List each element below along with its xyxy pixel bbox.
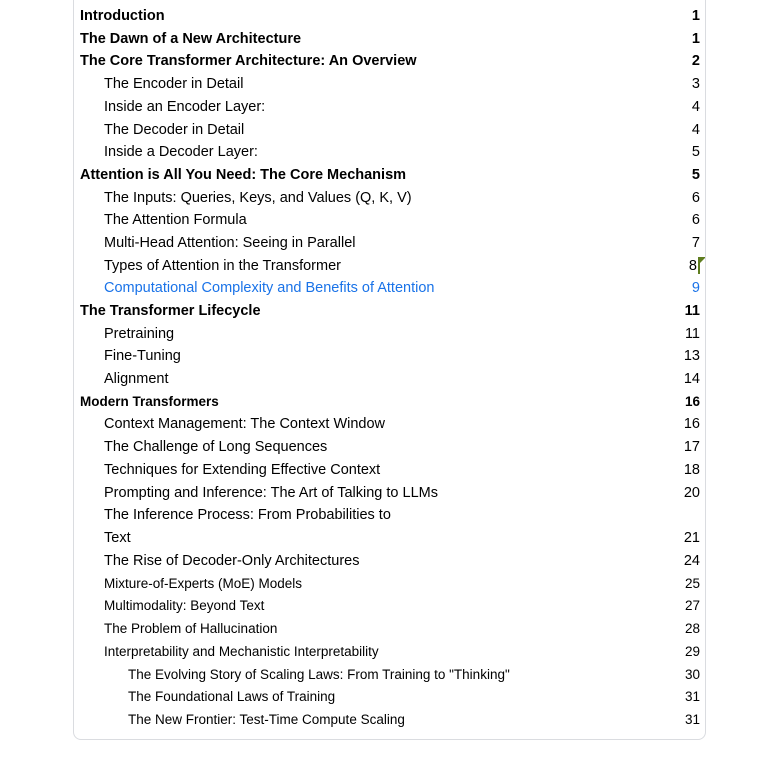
- toc-entry-page-number: 6: [691, 212, 700, 229]
- toc-entry-page-number: 11: [684, 303, 700, 320]
- toc-entry[interactable]: [74, 368, 705, 391]
- toc-entry-title[interactable]: Types of Attention in the Transformer: [104, 257, 341, 274]
- toc-entry-page-cell: [692, 281, 700, 296]
- toc-entry-title[interactable]: The Decoder in Detail: [104, 121, 245, 138]
- toc-entry-title[interactable]: Mixture-of-Experts (MoE) Models: [104, 575, 303, 591]
- toc-entry-page-number: 5: [691, 166, 700, 183]
- toc-entry-page-number: 18: [683, 461, 700, 478]
- toc-entry-page-number: 17: [683, 439, 700, 456]
- toc-entry[interactable]: [74, 164, 705, 187]
- toc-entry-page-cell: [689, 257, 700, 274]
- toc-entry-page-number: 1: [691, 30, 700, 47]
- toc-entry-page-number: 30: [684, 666, 700, 682]
- toc-entry[interactable]: [74, 232, 705, 255]
- toc-entry-page-number: 28: [684, 621, 700, 637]
- document-page: [73, 0, 706, 740]
- toc-entry-title[interactable]: Fine-Tuning: [104, 348, 181, 365]
- toc-entry-page-number: 27: [684, 598, 700, 614]
- toc-entry-title[interactable]: The Dawn of a New Architecture: [80, 30, 302, 47]
- toc-entry-page-cell: [684, 463, 700, 478]
- toc-entry-page-cell: [692, 145, 700, 160]
- toc-entry-page-number: 29: [684, 643, 700, 659]
- toc-entry-page-cell: [684, 531, 700, 546]
- toc-entry[interactable]: [74, 391, 705, 414]
- toc-entry-title[interactable]: Alignment: [104, 371, 169, 388]
- toc-entry-page-number: 3: [691, 76, 700, 93]
- toc-entry-page-cell: [685, 577, 700, 591]
- toc-entry-page-cell: [685, 304, 700, 319]
- toc-entry-title[interactable]: The New Frontier: Test-Time Compute Scaling: [128, 711, 405, 727]
- toc-entry[interactable]: [74, 118, 705, 141]
- toc-entry-page-number: 24: [683, 552, 700, 569]
- toc-entry-title[interactable]: The Problem of Hallucination: [104, 621, 278, 637]
- toc-entry-page-cell: [685, 599, 700, 613]
- toc-entry[interactable]: [74, 50, 705, 73]
- collaborator-cursor-icon: [698, 257, 700, 274]
- toc-entry[interactable]: [74, 550, 705, 573]
- toc-entry[interactable]: [74, 5, 705, 28]
- toc-entry[interactable]: [74, 481, 705, 504]
- toc-entry-title[interactable]: The Challenge of Long Sequences: [104, 439, 328, 456]
- toc-entry-page-cell: [684, 372, 700, 387]
- toc-entry[interactable]: [74, 572, 705, 595]
- toc-entry[interactable]: [74, 28, 705, 51]
- toc-entry-title[interactable]: The Rise of Decoder-Only Architectures: [104, 552, 360, 569]
- toc-entry[interactable]: [74, 527, 705, 550]
- toc-entry-page-cell: [685, 690, 700, 704]
- toc-entry[interactable]: [74, 640, 705, 663]
- toc-entry[interactable]: [74, 459, 705, 482]
- toc-entry-page-cell: [684, 349, 700, 364]
- toc-entry-page-number: 14: [683, 371, 700, 388]
- toc-entry-page-cell: [692, 77, 700, 92]
- toc-entry-page-number: 7: [691, 234, 700, 251]
- toc-entry-page-number: 25: [684, 575, 700, 591]
- toc-entry-title[interactable]: Techniques for Extending Effective Context: [104, 461, 381, 478]
- toc-entry-title[interactable]: Multi-Head Attention: Seeing in Parallel: [104, 234, 356, 251]
- toc-entry-page-cell: [692, 32, 700, 47]
- toc-entry[interactable]: [74, 255, 705, 278]
- toc-entry-page-cell: [685, 327, 700, 342]
- toc-entry[interactable]: [74, 618, 705, 641]
- toc-entry-page-number: 16: [683, 416, 700, 433]
- toc-entry-page-number: 8: [688, 257, 697, 274]
- toc-entry[interactable]: [74, 504, 705, 527]
- toc-entry-page-cell: [692, 100, 700, 115]
- toc-entry-title[interactable]: Multimodality: Beyond Text: [104, 598, 265, 614]
- toc-entry-title[interactable]: Interpretability and Mechanistic Interpretability: [104, 643, 379, 659]
- toc-entry-title[interactable]: Introduction: [80, 8, 165, 25]
- toc-entry[interactable]: [74, 323, 705, 346]
- toc-entry-page-cell: [685, 668, 700, 682]
- toc-entry-page-cell: [692, 54, 700, 69]
- toc-entry-title[interactable]: Attention is All You Need: The Core Mechanism: [80, 166, 407, 183]
- toc-entry-title[interactable]: The Core Transformer Architecture: An Overview: [80, 53, 417, 70]
- toc-entry-title[interactable]: The Attention Formula: [104, 212, 247, 229]
- toc-entry-title[interactable]: The Evolving Story of Scaling Laws: From Training to "Thinking": [128, 666, 510, 682]
- toc-entry-title[interactable]: The Inputs: Queries, Keys, and Values (Q, K, V): [104, 189, 412, 206]
- toc-entry-page-cell: [692, 9, 700, 24]
- toc-entry-page-number: 6: [691, 189, 700, 206]
- toc-entry[interactable]: [74, 300, 705, 323]
- toc-entry-page-number: 2: [691, 53, 700, 70]
- toc-entry-title[interactable]: The Foundational Laws of Training: [128, 689, 336, 705]
- toc-entry-title[interactable]: Inside a Decoder Layer:: [104, 144, 258, 161]
- toc-entry[interactable]: [74, 141, 705, 164]
- toc-entry[interactable]: [74, 663, 705, 686]
- toc-entry[interactable]: [74, 413, 705, 436]
- toc-entry-page-number: 9: [691, 280, 700, 297]
- toc-entry-page-number: 21: [683, 529, 700, 546]
- toc-entry-title[interactable]: Pretraining: [104, 325, 175, 342]
- toc-entry-page-number: 1: [691, 8, 700, 25]
- toc-entry[interactable]: [74, 595, 705, 618]
- toc-entry-page-number: 11: [684, 325, 700, 342]
- toc-entry-page-cell: [685, 713, 700, 727]
- toc-entry[interactable]: [74, 436, 705, 459]
- toc-entry[interactable]: [74, 209, 705, 232]
- toc-entry-page-cell: [685, 645, 700, 659]
- toc-entry-title[interactable]: The Encoder in Detail: [104, 76, 244, 93]
- toc-entry-page-number: 31: [684, 711, 700, 727]
- toc-entry-page-number: 5: [691, 144, 700, 161]
- toc-entry-title[interactable]: Modern Transformers: [80, 394, 219, 410]
- toc-entry-title[interactable]: Prompting and Inference: The Art of Talking to LLMs: [104, 484, 438, 501]
- toc-entry-page-cell: [692, 191, 700, 206]
- toc-entry-page-number: 4: [691, 98, 700, 115]
- toc-entry-title[interactable]: The Inference Process: From Probabilities to: [104, 507, 391, 524]
- toc-entry-page-cell: [684, 417, 700, 432]
- toc-entry-page-cell: [684, 486, 700, 501]
- toc-entry-page-number: 4: [691, 121, 700, 138]
- toc-entry[interactable]: [74, 96, 705, 119]
- toc-entry-title[interactable]: Text: [104, 529, 131, 546]
- toc-entry-page-cell: [692, 123, 700, 138]
- toc-entry-page-cell: [684, 440, 700, 455]
- toc-entry-page-cell: [692, 213, 700, 228]
- toc-entry[interactable]: [74, 345, 705, 368]
- toc-entry[interactable]: [74, 708, 705, 731]
- toc-entry-page-number: 31: [684, 689, 700, 705]
- toc-entry-title[interactable]: Inside an Encoder Layer:: [104, 98, 266, 115]
- toc-entry-page-number: 16: [684, 394, 700, 410]
- toc-entry-page-cell: [692, 168, 700, 183]
- toc-entry-page-number: 13: [683, 348, 700, 365]
- toc-entry[interactable]: [74, 686, 705, 709]
- toc-entry-page-cell: [692, 236, 700, 251]
- toc-entry-title[interactable]: The Transformer Lifecycle: [80, 303, 261, 320]
- toc-entry[interactable]: [74, 277, 705, 300]
- toc-entry-title[interactable]: Computational Complexity and Benefits of Attention: [104, 280, 435, 297]
- toc-entry-page-number: 20: [683, 484, 700, 501]
- toc-entry-title[interactable]: Context Management: The Context Window: [104, 416, 386, 433]
- toc-entry-page-cell: [685, 622, 700, 636]
- toc-entry-page-cell: [685, 395, 700, 409]
- toc-entry-page-cell: [684, 554, 700, 569]
- toc-entry[interactable]: [74, 187, 705, 210]
- toc-list: [74, 5, 705, 731]
- toc-entry[interactable]: [74, 73, 705, 96]
